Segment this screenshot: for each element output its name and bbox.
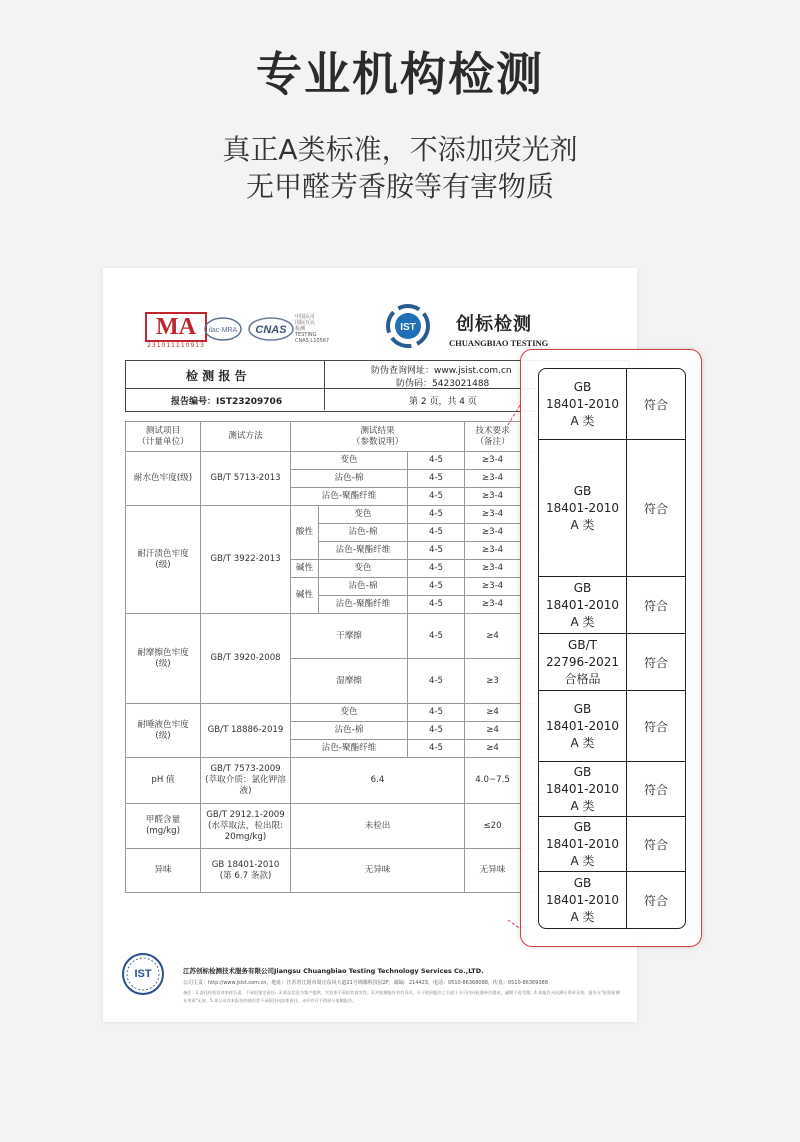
judgement-callout (520, 349, 702, 947)
table-row: 沾色-聚酯纤维 4-5 ≥3-4 (126, 596, 629, 614)
table-row: 碱性 变色 4-5 ≥3-4 (126, 560, 629, 578)
report-number: 报告编号：IST23209706 (171, 397, 283, 407)
table-row: 甲醛含量 (mg/kg) GB/T 2912.1-2009 (水萃取法，检出限: 20mg/kg) 未检出 ≤20 (126, 804, 629, 849)
callout-row: GB 18401-2010 A 类 符合 (539, 762, 685, 817)
table-row: 沾色-棉 4-5 ≥3-4 (126, 470, 629, 488)
footer-contact: 公司主页：http://www.jsist.com.cn，地址：江苏省江阴市周庄东风大道21号锦腾科技园2F，邮编：214423，电话：0510-86368088，传真：0510-86369388 (183, 980, 548, 986)
table-row: 碱性 沾色-棉 4-5 ≥3-4 (126, 578, 629, 596)
callout-row: GB 18401-2010 A 类 符合 (539, 691, 685, 762)
report-title: 检 测 报 告 (186, 369, 247, 383)
table-row: 沾色-棉 4-5 ≥4 (126, 722, 629, 740)
cma-logo: MA 231011110913 (145, 312, 207, 352)
page-title: 专业机构检测 (256, 47, 544, 101)
svg-text:CNAS: CNAS (255, 324, 287, 336)
page-info: 第 2 页，共 4 页 (409, 397, 477, 407)
callout-row: GB 18401-2010 A 类 符合 (539, 872, 685, 928)
table-row: 沾色-聚酯纤维 4-5 ≥3-4 (126, 488, 629, 506)
svg-text:ilac-MRA: ilac-MRA (208, 327, 238, 334)
judgement-callout-table (538, 368, 686, 929)
callout-row: GB 18401-2010 A 类 符合 (539, 369, 685, 440)
table-row: pH 值 GB/T 7573-2009 (萃取介质：氯化钾溶 液) 6.4 4.0~7.5 (126, 758, 629, 804)
brand-name-cn: 创标检测 (456, 314, 532, 335)
table-row: 耐唾液色牢度 (级) GB/T 18886-2019 变色 4-5 ≥4 (126, 704, 629, 722)
query-url-line: 防伪查询网址：www.jsist.com.cn (371, 366, 512, 376)
table-header-row: 测试项目 （计量单位） 测试方法 测试结果 （参数说明） 技术要求 （备注） (126, 422, 629, 452)
svg-text:IST: IST (400, 322, 416, 333)
table-row: 沾色-聚酯纤维 4-5 ≥4 (126, 740, 629, 758)
subtitle-line-2: 无甲醛芳香胺等有害物质 (245, 170, 554, 203)
table-row: 耐摩擦色牢度 (级) GB/T 3920-2008 干摩擦 4-5 ≥4 (126, 614, 629, 659)
table-row: 耐汗渍色牢度 (级) GB/T 3922-2013 酸性 变色 4-5 ≥3-4 (126, 506, 629, 524)
cnas-accreditation-text: 中国认可 国际互认 检测 TESTING CNAS L10567 (295, 314, 330, 344)
callout-row: GB 18401-2010 A 类 符合 (539, 440, 685, 577)
table-row: 沾色-聚酯纤维 4-5 ≥3-4 (126, 542, 629, 560)
subtitle-line-1: 真正A类标准，不添加荧光剂 (222, 133, 578, 166)
anti-fake-code-line: 防伪码：5423021488 (396, 379, 490, 389)
svg-text:IST: IST (134, 968, 152, 980)
footer-notes: 备注：1.委托检验仅对来样负责，不承担鉴定责任。2.样品信息为客户提供，实验室不承担其真实性。3.对检测报告若有异议，应于收到报告之日起十五日内向检测单位提出，逾期不再受理。4.本报告无检测专用章无效，报告无"检验检测专用章"无效。5.本公司对本报告的使用者不承担任何法律责任，未经许可不得部分复制报告。 (183, 990, 620, 1003)
table-row: 异味 GB 18401-2010 (第 6.7 条款) 无异味 无异味 (126, 849, 629, 893)
callout-row: GB 18401-2010 A 类 符合 (539, 817, 685, 872)
callout-row: GB/T 22796-2021 合格品 符合 (539, 634, 685, 691)
table-row: 耐水色牢度(级) GB/T 5713-2013 变色 4-5 ≥3-4 (126, 452, 629, 470)
table-row: 湿摩擦 4-5 ≥3 (126, 659, 629, 704)
footer-company: 江苏创标检测技术服务有限公司Jiangsu Chuangbiao Testing Technology Services Co.,LTD. (183, 967, 484, 975)
callout-row: GB 18401-2010 A 类 符合 (539, 577, 685, 634)
table-row: 沾色-棉 4-5 ≥3-4 (126, 524, 629, 542)
brand-name-en: CHUANGBIAO TESTING (449, 338, 549, 348)
